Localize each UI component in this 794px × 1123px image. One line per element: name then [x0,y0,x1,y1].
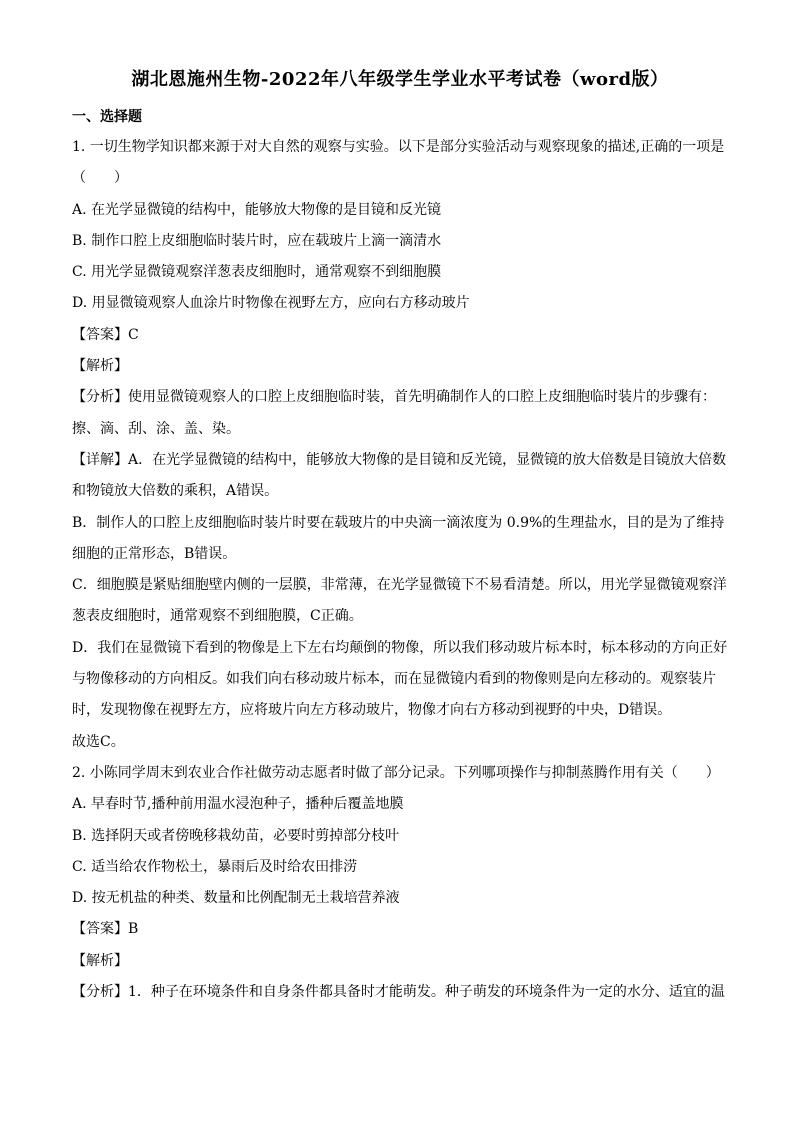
detail-d-line: 时，发现物像在视野左方，应将玻片向左方移动玻片，物像才向右方移动到视野的中央，D错误。 [72,702,672,719]
question-2 [72,762,728,1003]
option-b: B. 制作口腔上皮细胞临时装片时，应在载玻片上滴一滴清水 [72,232,442,249]
option-a: A. 早春时节,播种前用温水浸泡种子，播种后覆盖地膜 [72,796,404,813]
option-c: C. 适当给农作物松土，暴雨后及时给农田排涝 [72,858,358,875]
detail-a-line: 【详解】A．在光学显微镜的结构中，能够放大物像的是目镜和反光镜，显微镜的放大倍数是目镜放大倍数 [72,451,727,468]
question-1 [72,136,728,753]
question-stem-bracket: （ ） [72,170,128,187]
detail-b-line: 细胞的正常形态，B错误。 [72,545,237,562]
section-heading: 一、选择题 [72,109,142,125]
question-stem: 1. 一切生物学知识都来源于对大自然的观察与实验。以下是部分实验活动与观察现象的描述,正确的一项是 [72,139,725,155]
detail-d-line: D．我们在显微镜下看到的物像是上下左右均颠倒的物像，所以我们移动玻片标本时，标本移动的方向正好 [72,639,728,656]
option-c: C. 用光学显微镜观察洋葱表皮细胞时，通常观察不到细胞膜 [72,264,442,281]
option-a: A. 在光学显微镜的结构中，能够放大物像的是目镜和反光镜 [72,201,442,218]
detail-d-line: 与物像移动的方向相反。如我们向右移动玻片标本，而在显微镜内看到的物像则是向左移动的。观察装片 [72,671,716,688]
analysis-label: 【解析】 [72,952,128,969]
option-d: D. 按无机盐的种类、数量和比例配制无土栽培营养液 [72,890,400,907]
detail-c-line: 葱表皮细胞时，通常观察不到细胞膜，C正确。 [72,608,363,625]
detail-a-line: 和物镜放大倍数的乘积，A错误。 [72,483,279,500]
detail-b-line: B．制作人的口腔上皮细胞临时装片时要在载玻片的中央滴一滴浓度为 0.9%的生理盐水，目的是为了维持 [72,514,725,531]
analysis-fenxi-line: 【分析】1．种子在环境条件和自身条件都具备时才能萌发。种子萌发的环境条件为一定的水分、适宜的温 [72,984,725,1001]
question-stem: 2. 小陈同学周末到农业合作社做劳动志愿者时做了部分记录。下列哪项操作与抑制蒸腾作用有关（ ） [72,764,720,781]
answer-label: 【答案】C [72,326,139,343]
detail-c-line: C．细胞膜是紧贴细胞壁内侧的一层膜，非常薄，在光学显微镜下不易看清楚。所以，用光学显微镜观察洋 [72,577,727,594]
page-title: 湖北恩施州生物-2022年八年级学生学业水平考试卷（word版） [131,69,669,90]
option-d: D. 用显微镜观察人血涂片时物像在视野左方，应向右方移动玻片 [72,295,470,312]
conclusion: 故选C。 [72,733,125,750]
analysis-label: 【解析】 [72,358,128,375]
analysis-fenxi-line: 【分析】使用显微镜观察人的口腔上皮细胞临时装，首先明确制作人的口腔上皮细胞临时装片的步骤有： [72,389,716,406]
option-b: B. 选择阴天或者傍晚移栽幼苗，必要时剪掉部分枝叶 [72,827,400,844]
answer-label: 【答案】B [72,921,139,938]
analysis-fenxi-line: 擦、滴、刮、涂、盖、染。 [72,420,240,437]
